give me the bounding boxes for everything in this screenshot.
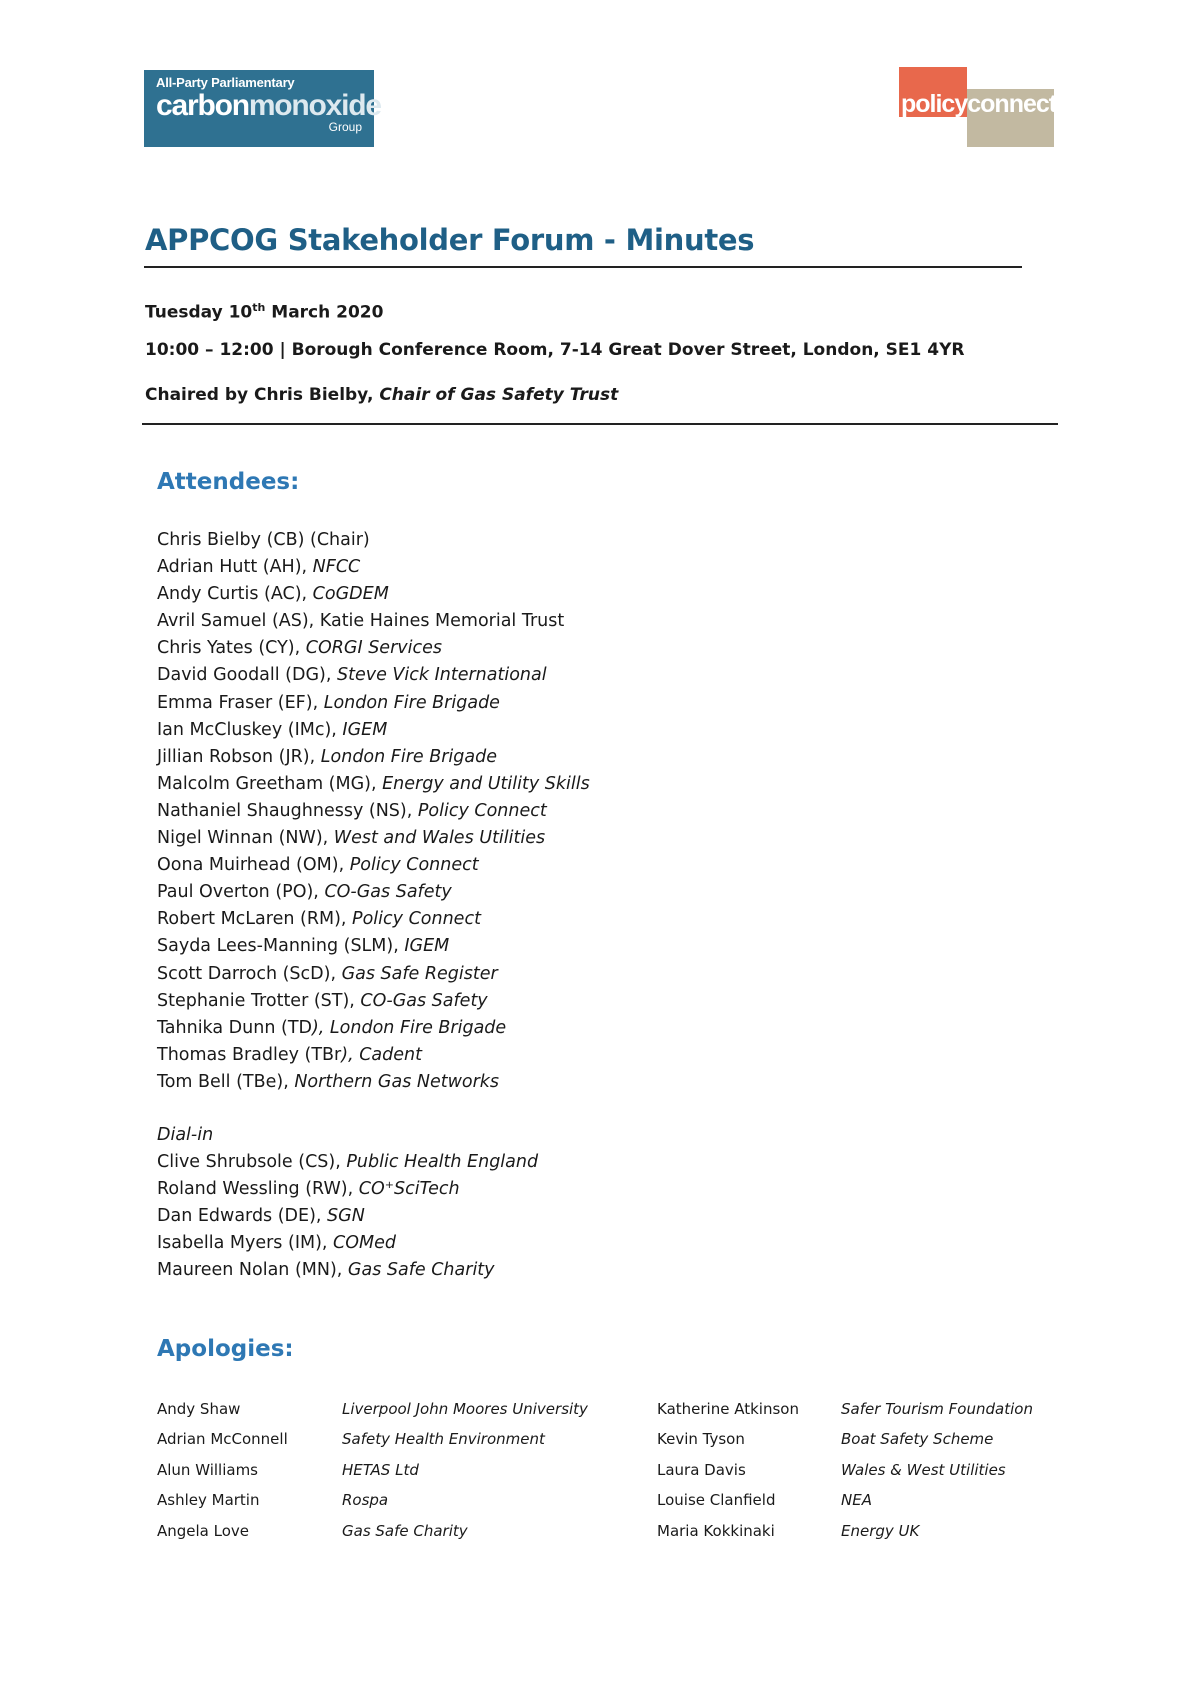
attendee-org: Energy and Utility Skills: [382, 773, 590, 794]
table-row: [157, 1394, 1057, 1424]
list-item: [157, 1069, 590, 1096]
list-item: [157, 961, 590, 988]
attendee-org: ), London Fire Brigade: [311, 1017, 507, 1038]
apology-org: Boat Safety Scheme: [841, 1430, 994, 1449]
attendee-name: Dan Edwards (DE),: [157, 1206, 328, 1227]
page-title: APPCOG Stakeholder Forum - Minutes: [145, 223, 755, 257]
list-item: [157, 717, 590, 744]
chair-role: Chair of Gas Safety Trust: [379, 385, 619, 405]
apology-name: Andy Shaw: [157, 1400, 241, 1418]
attendee-name: Chris Yates (CY),: [157, 638, 306, 659]
logo-wordmark: [156, 89, 381, 122]
list-item: [157, 988, 590, 1015]
logo-line-1: All-Party Parliamentary: [156, 75, 295, 90]
apology-org: Gas Safe Charity: [342, 1521, 468, 1540]
logo-line-3: Group: [328, 120, 362, 134]
apology-org: Energy UK: [841, 1521, 920, 1540]
attendee-org: CO-Gas Safety: [324, 882, 452, 903]
list-item: [157, 906, 590, 933]
attendee-list: [157, 527, 590, 1096]
attendee-name: Tahnika Dunn (TD: [157, 1017, 312, 1038]
dialin-list: [157, 1122, 538, 1285]
attendee-org: IGEM: [342, 719, 388, 740]
date-month-year: March 2020: [265, 302, 384, 323]
list-item: [157, 1149, 538, 1176]
apology-org: Rospa: [342, 1491, 389, 1510]
attendee-org: NFCC: [312, 557, 361, 578]
title-divider: [144, 266, 1022, 268]
dialin-label: Dial-in: [157, 1125, 214, 1145]
attendee-name: Emma Fraser (EF),: [157, 692, 324, 713]
attendee-org: SGN: [327, 1206, 365, 1227]
attendee-name: Isabella Myers (IM),: [157, 1233, 334, 1254]
attendee-name: Roland Wessling (RW),: [157, 1179, 359, 1200]
attendee-name: Maureen Nolan (MN),: [157, 1260, 348, 1281]
list-item: [157, 798, 590, 825]
attendee-name: Tom Bell (TBe),: [157, 1071, 295, 1092]
list-item: [157, 825, 590, 852]
attendee-org: Public Health England: [346, 1152, 539, 1173]
attendee-name: Chris Bielby (CB) (Chair): [157, 530, 370, 550]
apology-name: Adrian McConnell: [157, 1430, 288, 1449]
apology-name: Ashley Martin: [157, 1491, 260, 1510]
list-item: [157, 581, 590, 608]
logo-wordmark: [901, 90, 1056, 118]
attendee-org: CO-Gas Safety: [360, 990, 488, 1011]
attendee-org: Northern Gas Networks: [294, 1071, 500, 1092]
apology-name: Laura Davis: [657, 1460, 746, 1479]
attendee-name: Robert McLaren (RM),: [157, 909, 353, 930]
attendee-name: Paul Overton (PO),: [157, 882, 325, 903]
policy-connect-logo: [899, 67, 1057, 147]
apology-org: Wales & West Utilities: [841, 1460, 1006, 1479]
header-divider: [142, 423, 1058, 425]
attendees-heading: Attendees:: [157, 469, 300, 495]
list-item: [157, 662, 590, 689]
table-row: [157, 1455, 1057, 1485]
list-item: [157, 1257, 538, 1284]
attendee-name: Stephanie Trotter (ST),: [157, 990, 361, 1011]
logo-word-connect: connect: [967, 90, 1057, 118]
list-item: [157, 744, 590, 771]
attendee-org: Gas Safe Register: [341, 963, 498, 984]
table-row: [157, 1516, 1057, 1546]
list-item: [157, 1042, 590, 1069]
date-suffix: th: [252, 301, 266, 314]
apology-name: Maria Kokkinaki: [657, 1521, 775, 1540]
attendee-name: Oona Muirhead (OM),: [157, 855, 350, 876]
attendee-org: CORGI Services: [305, 638, 442, 659]
attendee-org: Policy Connect: [417, 800, 547, 821]
date-day: Tuesday 10: [145, 302, 253, 323]
attendee-name: Sayda Lees-Manning (SLM),: [157, 936, 405, 957]
list-item: [157, 879, 590, 906]
attendee-org: ), Cadent: [341, 1044, 422, 1065]
meeting-date: [145, 297, 383, 324]
attendee-org: London Fire Brigade: [320, 746, 498, 767]
logo-word-policy: policy: [901, 90, 968, 118]
attendee-org: Policy Connect: [349, 855, 479, 876]
table-row: [157, 1485, 1057, 1515]
list-item: [157, 852, 590, 879]
attendee-name: Adrian Hutt (AH),: [157, 557, 313, 578]
apologies-heading: Apologies:: [157, 1336, 294, 1362]
list-item: [157, 1015, 590, 1042]
meeting-time-location: 10:00 – 12:00 | Borough Conference Room, 7-14 Great Dover Street, London, SE1 4YR: [145, 340, 965, 360]
attendee-org: IGEM: [404, 936, 450, 957]
attendee-org: CoGDEM: [312, 584, 389, 605]
list-item: [157, 771, 590, 798]
apology-name: Louise Clanfield: [657, 1491, 776, 1510]
apology-org: NEA: [841, 1491, 872, 1510]
attendee-org: CO⁺SciTech: [358, 1179, 460, 1200]
apology-org: Liverpool John Moores University: [342, 1400, 588, 1418]
attendee-name: Thomas Bradley (TBr: [157, 1044, 342, 1065]
list-item: [157, 1203, 538, 1230]
apology-name: Katherine Atkinson: [657, 1400, 799, 1418]
attendee-name: David Goodall (DG),: [157, 665, 337, 686]
attendee-org: West and Wales Utilities: [333, 828, 546, 849]
apology-name: Alun Williams: [157, 1460, 259, 1479]
appcog-logo: [144, 70, 381, 147]
apology-name: Kevin Tyson: [657, 1430, 745, 1449]
attendee-name: Nathaniel Shaughnessy (NS),: [157, 800, 418, 821]
logo-word-monoxide: monoxide: [248, 89, 381, 122]
attendee-name: Clive Shrubsole (CS),: [157, 1152, 347, 1173]
meeting-chair: [145, 384, 618, 406]
attendee-name: Malcolm Greetham (MG),: [157, 773, 383, 794]
attendee-org: Gas Safe Charity: [347, 1260, 495, 1281]
attendee-name: Nigel Winnan (NW),: [157, 828, 334, 849]
list-item: [157, 554, 590, 581]
apologies-table: [157, 1394, 1057, 1546]
attendee-name: Scott Darroch (ScD),: [157, 963, 342, 984]
attendee-name: Ian McCluskey (IMc),: [157, 719, 343, 740]
list-item: [157, 933, 590, 960]
chair-prefix: Chaired by Chris Bielby,: [145, 385, 380, 405]
attendee-org: COMed: [333, 1233, 396, 1254]
attendee-name: Jillian Robson (JR),: [157, 746, 321, 767]
table-row: [157, 1424, 1057, 1454]
list-item: [157, 527, 590, 554]
apology-org: HETAS Ltd: [342, 1460, 419, 1479]
list-item: [157, 1230, 538, 1257]
apology-org: Safety Health Environment: [342, 1430, 545, 1449]
list-item: [157, 1176, 538, 1203]
attendee-org: Steve Vick International: [337, 665, 547, 686]
list-item: [157, 608, 590, 635]
attendee-org: London Fire Brigade: [323, 692, 500, 713]
logo-word-carbon: carbon: [156, 89, 249, 122]
attendee-org: Policy Connect: [352, 909, 481, 930]
apology-org: Safer Tourism Foundation: [841, 1400, 1033, 1418]
attendee-name: Andy Curtis (AC),: [157, 584, 313, 605]
apology-name: Angela Love: [157, 1521, 250, 1540]
attendee-name: Avril Samuel (AS), Katie Haines Memorial Trust: [157, 611, 565, 632]
list-item: [157, 690, 590, 717]
list-item: [157, 635, 590, 662]
